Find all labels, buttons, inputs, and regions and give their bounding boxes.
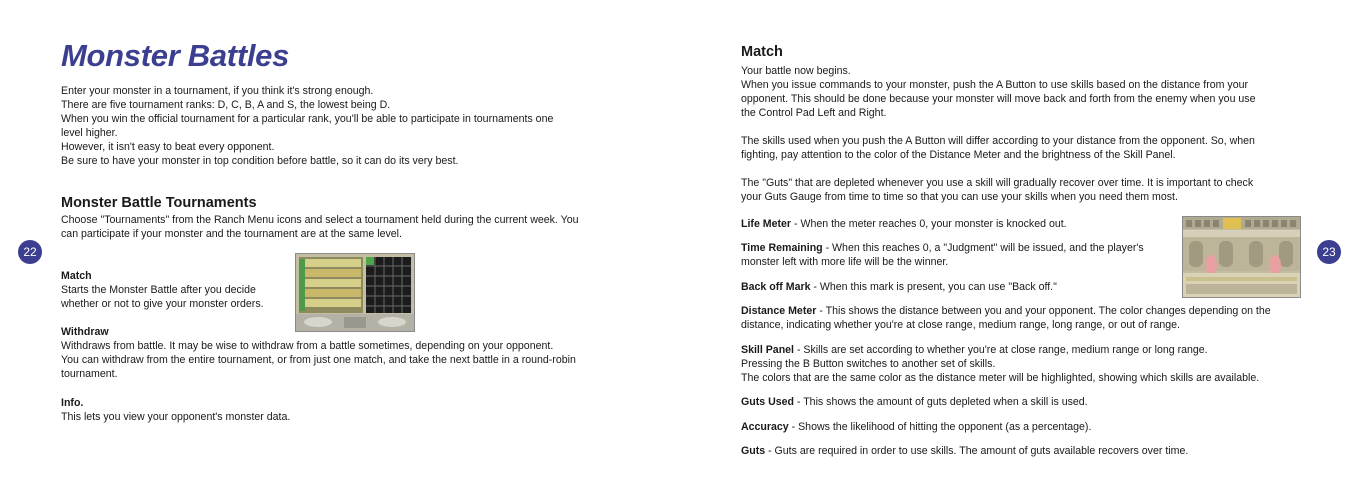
- left-page: [0, 0, 678, 500]
- page-number-badge: 23: [1317, 240, 1341, 264]
- para-line: your Guts Gauge from time to time so that you can use your skills when you need them most.: [741, 191, 1178, 203]
- withdraw-heading: Withdraw: [61, 326, 109, 338]
- def-label: Accuracy: [741, 421, 789, 433]
- match-para-3: [741, 176, 1301, 204]
- def-guts-used: [741, 395, 1311, 409]
- page-number-badge: 22: [18, 240, 42, 264]
- def-skill-panel: [741, 343, 1311, 385]
- def-text: - When the meter reaches 0, your monster is knocked out.: [791, 218, 1067, 230]
- info-section: [61, 396, 621, 424]
- intro-line: level higher.: [61, 127, 118, 139]
- withdraw-line: tournament.: [61, 368, 118, 380]
- tournament-screenshot: [295, 253, 415, 332]
- def-label: Skill Panel: [741, 344, 794, 356]
- def-text: - Guts are required in order to use skills. The amount of guts available recovers over time.: [765, 445, 1189, 457]
- def-back-off-mark: [741, 280, 1161, 294]
- intro-text: [61, 84, 621, 168]
- para-line: Your battle now begins.: [741, 65, 851, 77]
- para-line: The skills used when you push the A Button will differ according to your distance from the opponent. So, when: [741, 135, 1255, 147]
- def-text: - When this reaches 0, a "Judgment" will be issued, and the player's: [822, 242, 1144, 254]
- match-heading: Match: [61, 270, 92, 282]
- page-title: Monster Battles: [61, 38, 290, 73]
- withdraw-line: Withdraws from battle. It may be wise to withdraw from a battle sometimes, depending on your opponent.: [61, 340, 554, 352]
- def-label: Time Remaining: [741, 242, 823, 254]
- match-para-1: [741, 64, 1301, 120]
- match-section: [61, 269, 291, 311]
- match-heading: Match: [741, 44, 783, 60]
- info-line: This lets you view your opponent's monster data.: [61, 411, 291, 423]
- tournaments-line: can participate if your monster and the tournament are at the same level.: [61, 228, 402, 240]
- def-label: Guts Used: [741, 396, 794, 408]
- intro-line: Enter your monster in a tournament, if you think it's strong enough.: [61, 85, 374, 97]
- tournaments-heading: Monster Battle Tournaments: [61, 195, 257, 211]
- match-line: Starts the Monster Battle after you decide: [61, 284, 256, 296]
- para-line: the Control Pad Left and Right.: [741, 107, 887, 119]
- def-accuracy: [741, 420, 1311, 434]
- def-text: distance, indicating whether you're at close range, medium range, long range, or out of range.: [741, 319, 1180, 331]
- def-text: - This shows the distance between you and your opponent. The color changes depending on the: [816, 305, 1271, 317]
- def-text: - Shows the likelihood of hitting the opponent (as a percentage).: [788, 421, 1092, 433]
- def-text: - Skills are set according to whether you're at close range, medium range or long range.: [794, 344, 1208, 356]
- withdraw-line: You can withdraw from the entire tournament, or from just one match, and take the next battle in a round-robin: [61, 354, 576, 366]
- intro-line: There are five tournament ranks: D, C, B, A and S, the lowest being D.: [61, 99, 391, 111]
- withdraw-section: [61, 325, 621, 381]
- def-text: monster left with more life will be the winner.: [741, 256, 949, 268]
- def-life-meter: [741, 217, 1161, 231]
- tournaments-line: Choose "Tournaments" from the Ranch Menu icons and select a tournament held during the current week. You: [61, 214, 579, 226]
- intro-line: However, it isn't easy to beat every opponent.: [61, 141, 275, 153]
- tournaments-text: [61, 213, 621, 241]
- def-label: Guts: [741, 445, 766, 457]
- match-line: whether or not to give your monster orders.: [61, 298, 264, 310]
- info-heading: Info.: [61, 397, 84, 409]
- intro-line: Be sure to have your monster in top condition before battle, so it can do its very best.: [61, 155, 459, 167]
- def-text: The colors that are the same color as the distance meter will be highlighted, showing which skills are available.: [741, 372, 1260, 384]
- para-line: When you issue commands to your monster, push the A Button to use skills based on the distance from your: [741, 79, 1249, 91]
- match-para-2: [741, 134, 1301, 162]
- def-guts: [741, 444, 1311, 458]
- para-line: fighting, pay attention to the color of the Distance Meter and the brightness of the Skill Panel.: [741, 149, 1176, 161]
- battle-screenshot: [1182, 216, 1301, 298]
- def-label: Back off Mark: [741, 281, 811, 293]
- para-line: The "Guts" that are depleted whenever you use a skill will gradually recover over time. It is important to check: [741, 177, 1254, 189]
- def-text: - When this mark is present, you can use "Back off.": [810, 281, 1057, 293]
- def-text: - This shows the amount of guts depleted when a skill is used.: [793, 396, 1088, 408]
- def-label: Life Meter: [741, 218, 792, 230]
- def-text: Pressing the B Button switches to another set of skills.: [741, 358, 996, 370]
- def-time-remaining: [741, 241, 1161, 269]
- def-distance-meter: [741, 304, 1311, 332]
- para-line: opponent. This should be done because your monster will move back and forth from the enemy when you use: [741, 93, 1256, 105]
- def-label: Distance Meter: [741, 305, 817, 317]
- intro-line: When you win the official tournament for a particular rank, you'll be able to participate in tournaments one: [61, 113, 554, 125]
